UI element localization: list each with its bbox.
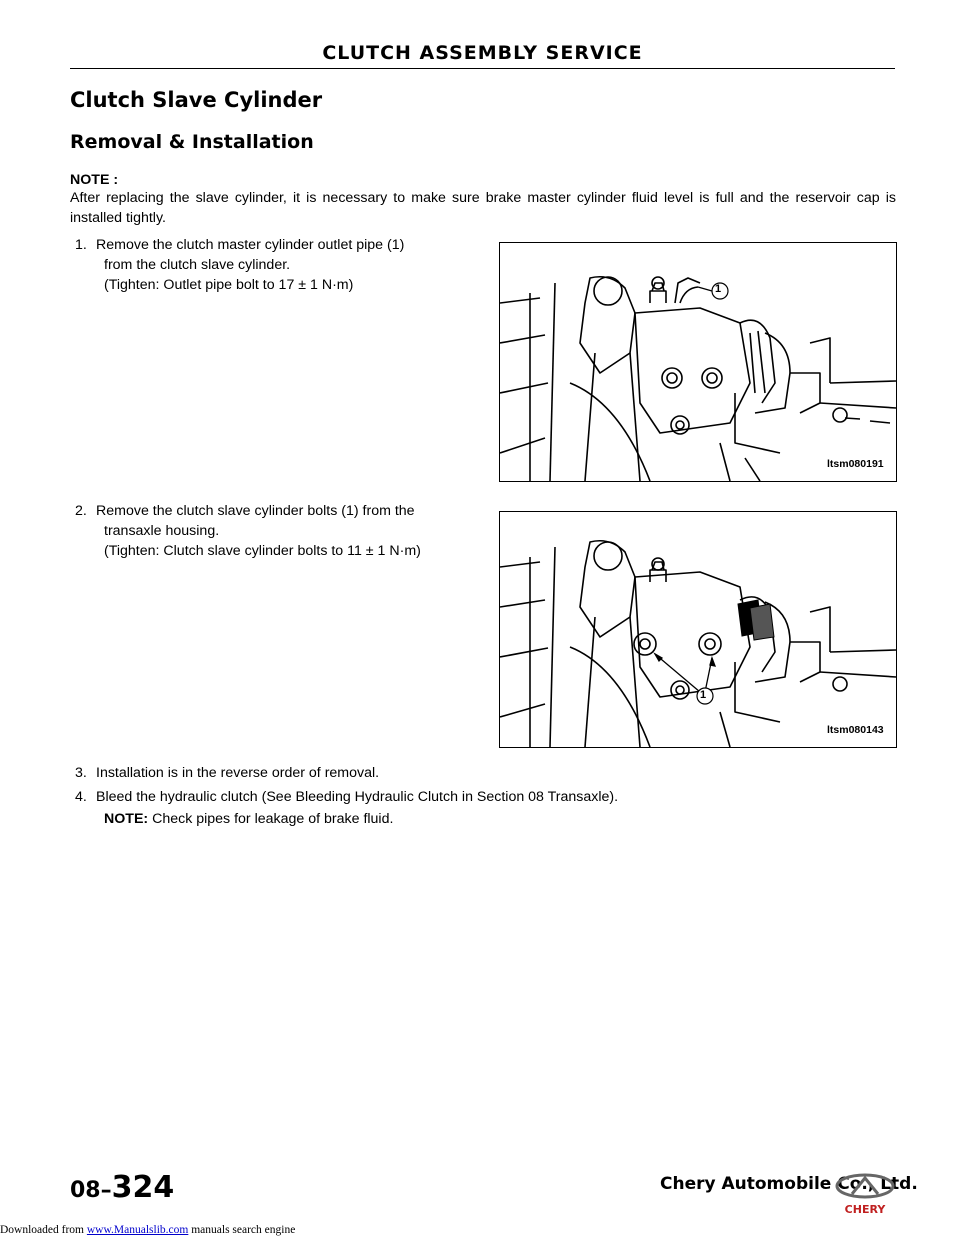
page-number [70,1170,174,1205]
download-footer [0,1224,295,1236]
page-number-value: 324 [111,1170,175,1205]
chery-logo-icon [830,1170,900,1216]
step-torque-spec: (Tighten: Outlet pipe bolt to 17 ± 1 N·m) [104,277,354,293]
note-text: Check pipes for leakage of brake fluid. [148,811,394,827]
download-prefix: Downloaded from [0,1224,87,1236]
logo-text: CHERY [844,1203,886,1216]
slave-cylinder-illustration-2 [500,512,896,747]
page-prefix: 08– [70,1178,112,1203]
company-name: Chery Automobile Co., Ltd. [660,1174,918,1194]
section-subtitle: Removal & Installation [70,131,314,153]
page-title: Clutch Slave Cylinder [70,88,323,112]
callout-label: 1 [715,283,722,295]
figure-outlet-pipe [499,242,897,482]
step-text: Installation is in the reverse order of removal. [96,765,380,781]
step-number: 4. [75,789,87,805]
note-label: NOTE : [70,172,119,188]
note-label: NOTE: [104,811,149,827]
step-text: Bleed the hydraulic clutch (See Bleeding Hydraulic Clutch in Section 08 Transaxle). [96,789,619,805]
chery-logo [830,1170,900,1216]
download-suffix: manuals search engine [188,1224,296,1236]
step-number: 3. [75,765,87,781]
figure-caption: ltsm080191 [827,458,884,470]
note-text: After replacing the slave cylinder, it is necessary to make sure brake master cylinder fluid level is full and the reservoir cap is installed tightly. [70,190,896,226]
step-torque-spec: (Tighten: Clutch slave cylinder bolts to 11 ± 1 N·m) [104,543,421,559]
step-4 [75,787,775,807]
step-4-note [104,809,393,829]
step-text: Remove the clutch master cylinder outlet pipe (1) [96,237,405,253]
step-3 [75,763,468,783]
manualslib-link[interactable]: www.Manualslib.com [86,1224,189,1236]
figure-slave-cylinder-bolts [499,511,897,748]
step-number: 2. [75,503,87,519]
figure-caption: ltsm080143 [827,724,884,736]
section-header: CLUTCH ASSEMBLY SERVICE [70,42,895,69]
step-text: Remove the clutch slave cylinder bolts (1) from the [96,503,415,519]
slave-cylinder-illustration-1 [500,243,896,481]
step-text-cont: from the clutch slave cylinder. [104,257,291,273]
step-1 [75,235,468,295]
step-text-cont: transaxle housing. [104,523,220,539]
callout-label: 1 [700,689,707,701]
step-number: 1. [75,237,87,253]
step-2 [75,501,468,561]
